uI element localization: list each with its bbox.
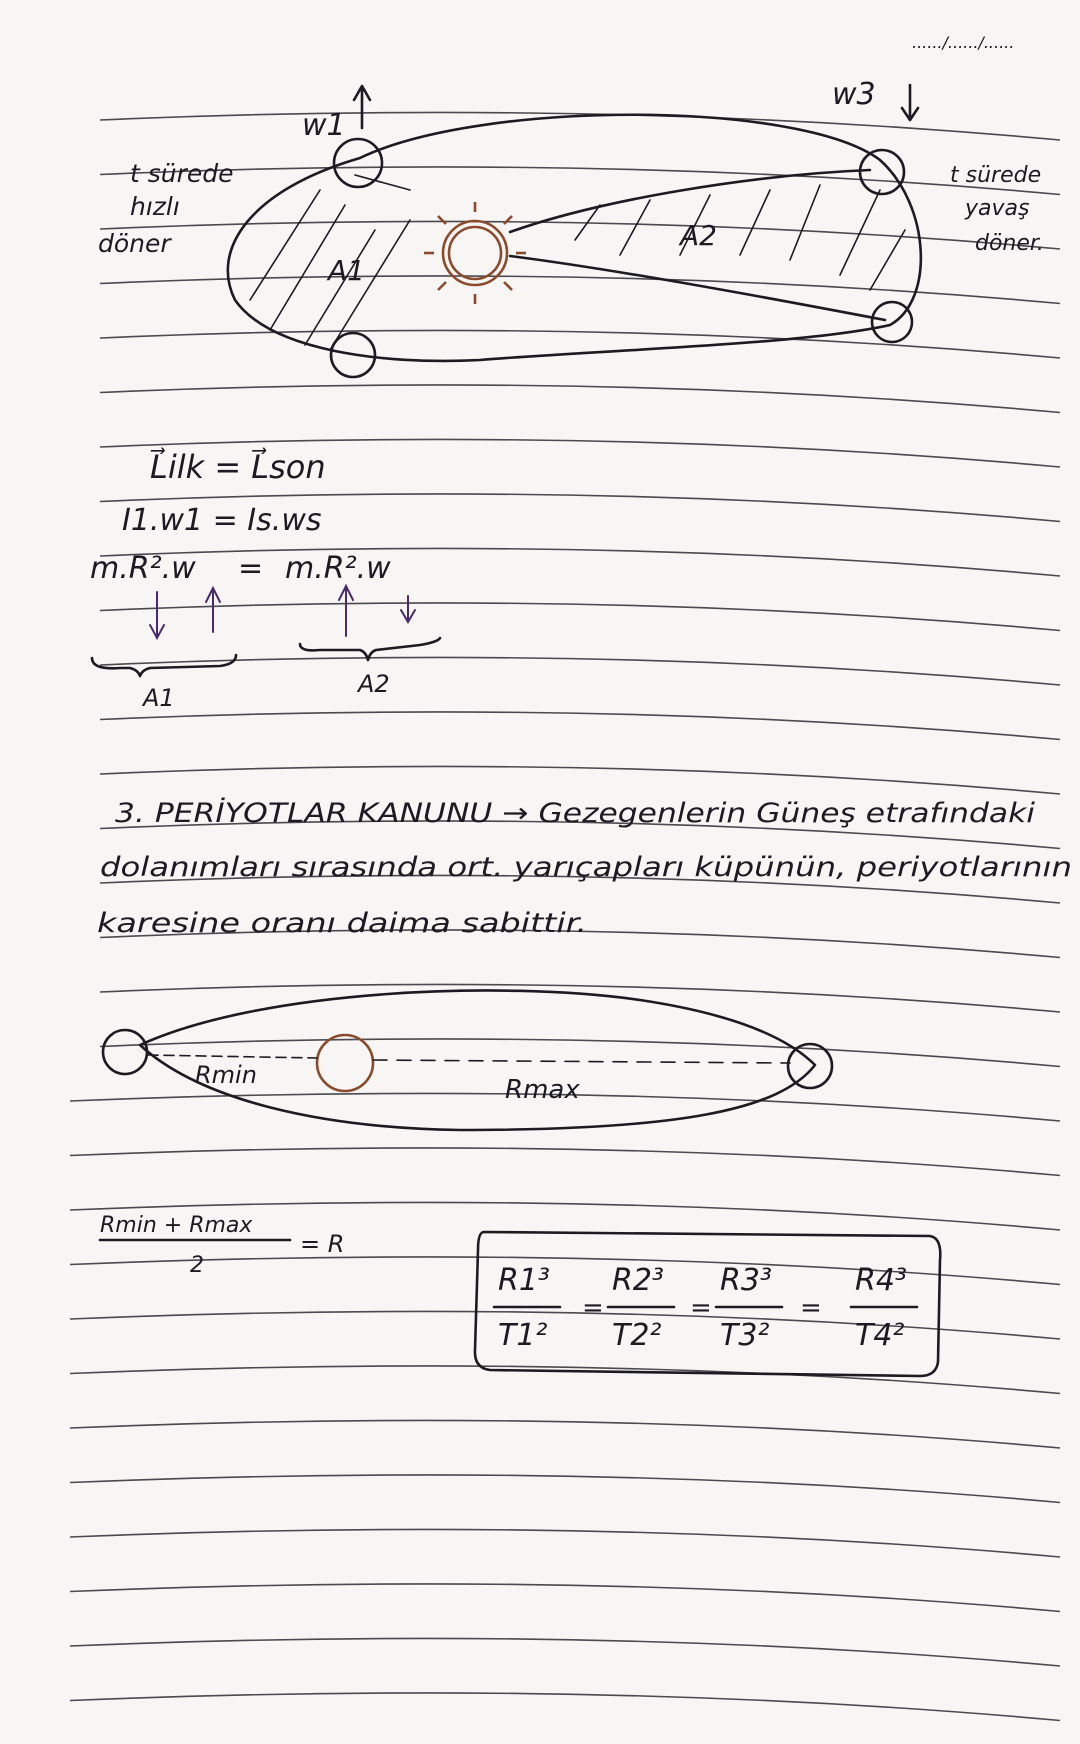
arrow-down-icon: [401, 596, 415, 622]
ratio-numerator: R2³: [612, 1263, 664, 1298]
equals-sign: =: [582, 1293, 604, 1323]
left-note: t sürede hızlı döner: [98, 159, 234, 258]
equation-equals: =: [238, 551, 264, 586]
law-line-1: 3. PERİYOTLAR KANUNU → Gezegenlerin Güneş etrafındaki: [115, 798, 908, 829]
ruled-line: [70, 1420, 1060, 1448]
ruled-line: [70, 1584, 1060, 1612]
arrow-up-icon: [354, 86, 370, 128]
ratio-denominator: T1²: [498, 1318, 548, 1353]
date-field: ....../....../......: [912, 33, 1015, 52]
keplers-third-law-box: [475, 1232, 940, 1376]
sun-icon: [424, 202, 526, 304]
rmax-label: Rmax: [505, 1075, 580, 1105]
equation-inertia: I1.w1 = Is.ws: [122, 503, 322, 538]
planet-aphelion: [788, 1044, 832, 1088]
mean-radius-denominator: 2: [190, 1253, 204, 1278]
ratio-fraction: [851, 1263, 917, 1353]
ruled-line: [70, 1693, 1060, 1721]
equation-left: m.R².w: [90, 551, 196, 586]
equation-right: m.R².w: [285, 551, 391, 586]
area1-label: A1: [328, 254, 365, 287]
law-line-2: dolanımları sırasında ort. yarıçapları küpünün, periyotlarının: [100, 852, 1072, 883]
law-line-3: karesine oranı daima sabittir.: [97, 908, 587, 939]
orbit-ellipse: [228, 115, 921, 361]
rmin-label: Rmin: [195, 1061, 257, 1089]
ruled-line: [100, 603, 1060, 631]
ruled-line: [70, 1638, 1060, 1666]
arrow-up-icon: [339, 586, 353, 636]
ellipse-diagram: [103, 990, 832, 1130]
equals-sign: =: [690, 1293, 712, 1323]
w1-label: w1: [302, 108, 346, 143]
ruled-line: [100, 167, 1060, 195]
brace2-label: A2: [358, 670, 390, 698]
mean-radius-result: = R: [300, 1230, 345, 1258]
planet-perihelion: [103, 1030, 147, 1074]
equation-momentum: L⃗ilk = L⃗son: [150, 448, 326, 486]
ratio-fraction: [716, 1263, 782, 1353]
ruled-line: [70, 1257, 1060, 1285]
brace-a1: [92, 655, 236, 676]
angular-momentum-equations: [90, 447, 440, 712]
rmin-line: [148, 1055, 317, 1058]
arrow-up-icon: [206, 588, 220, 632]
planet-w3: [860, 150, 904, 194]
planet-bottom-right: [872, 302, 912, 342]
ratio-numerator: R3³: [720, 1263, 772, 1298]
ratio-fraction: [494, 1263, 560, 1353]
ratio-denominator: T2²: [612, 1318, 662, 1353]
ruled-line: [100, 766, 1060, 794]
arrow-down-icon: [902, 85, 918, 120]
ruled-line: [100, 984, 1060, 1012]
ruled-line: [70, 1148, 1060, 1176]
ruled-line: [70, 1311, 1060, 1339]
law-text: [97, 797, 1072, 939]
ratio-numerator: R1³: [498, 1263, 550, 1298]
mean-radius-formula: [100, 1213, 344, 1278]
ruled-line: [100, 657, 1060, 685]
sun-icon: [317, 1035, 373, 1091]
mean-radius-numerator: Rmin + Rmax: [100, 1213, 253, 1238]
ruled-line: [70, 1529, 1060, 1557]
ruled-line: [70, 1475, 1060, 1503]
ruled-line: [100, 712, 1060, 740]
right-note: t sürede yavaş döner.: [950, 163, 1044, 256]
w3-label: w3: [832, 77, 876, 112]
ratio-fraction: [608, 1263, 674, 1353]
ratio-numerator: R4³: [855, 1263, 907, 1298]
arrow-down-icon: [150, 592, 164, 638]
ratio-denominator: T4²: [855, 1318, 905, 1353]
ruled-line: [100, 385, 1060, 413]
area2-label: A2: [680, 219, 717, 252]
equals-sign: =: [800, 1293, 822, 1323]
rmax-line: [373, 1060, 790, 1063]
brace1-label: A1: [143, 684, 175, 712]
ratio-denominator: T3²: [720, 1318, 770, 1353]
